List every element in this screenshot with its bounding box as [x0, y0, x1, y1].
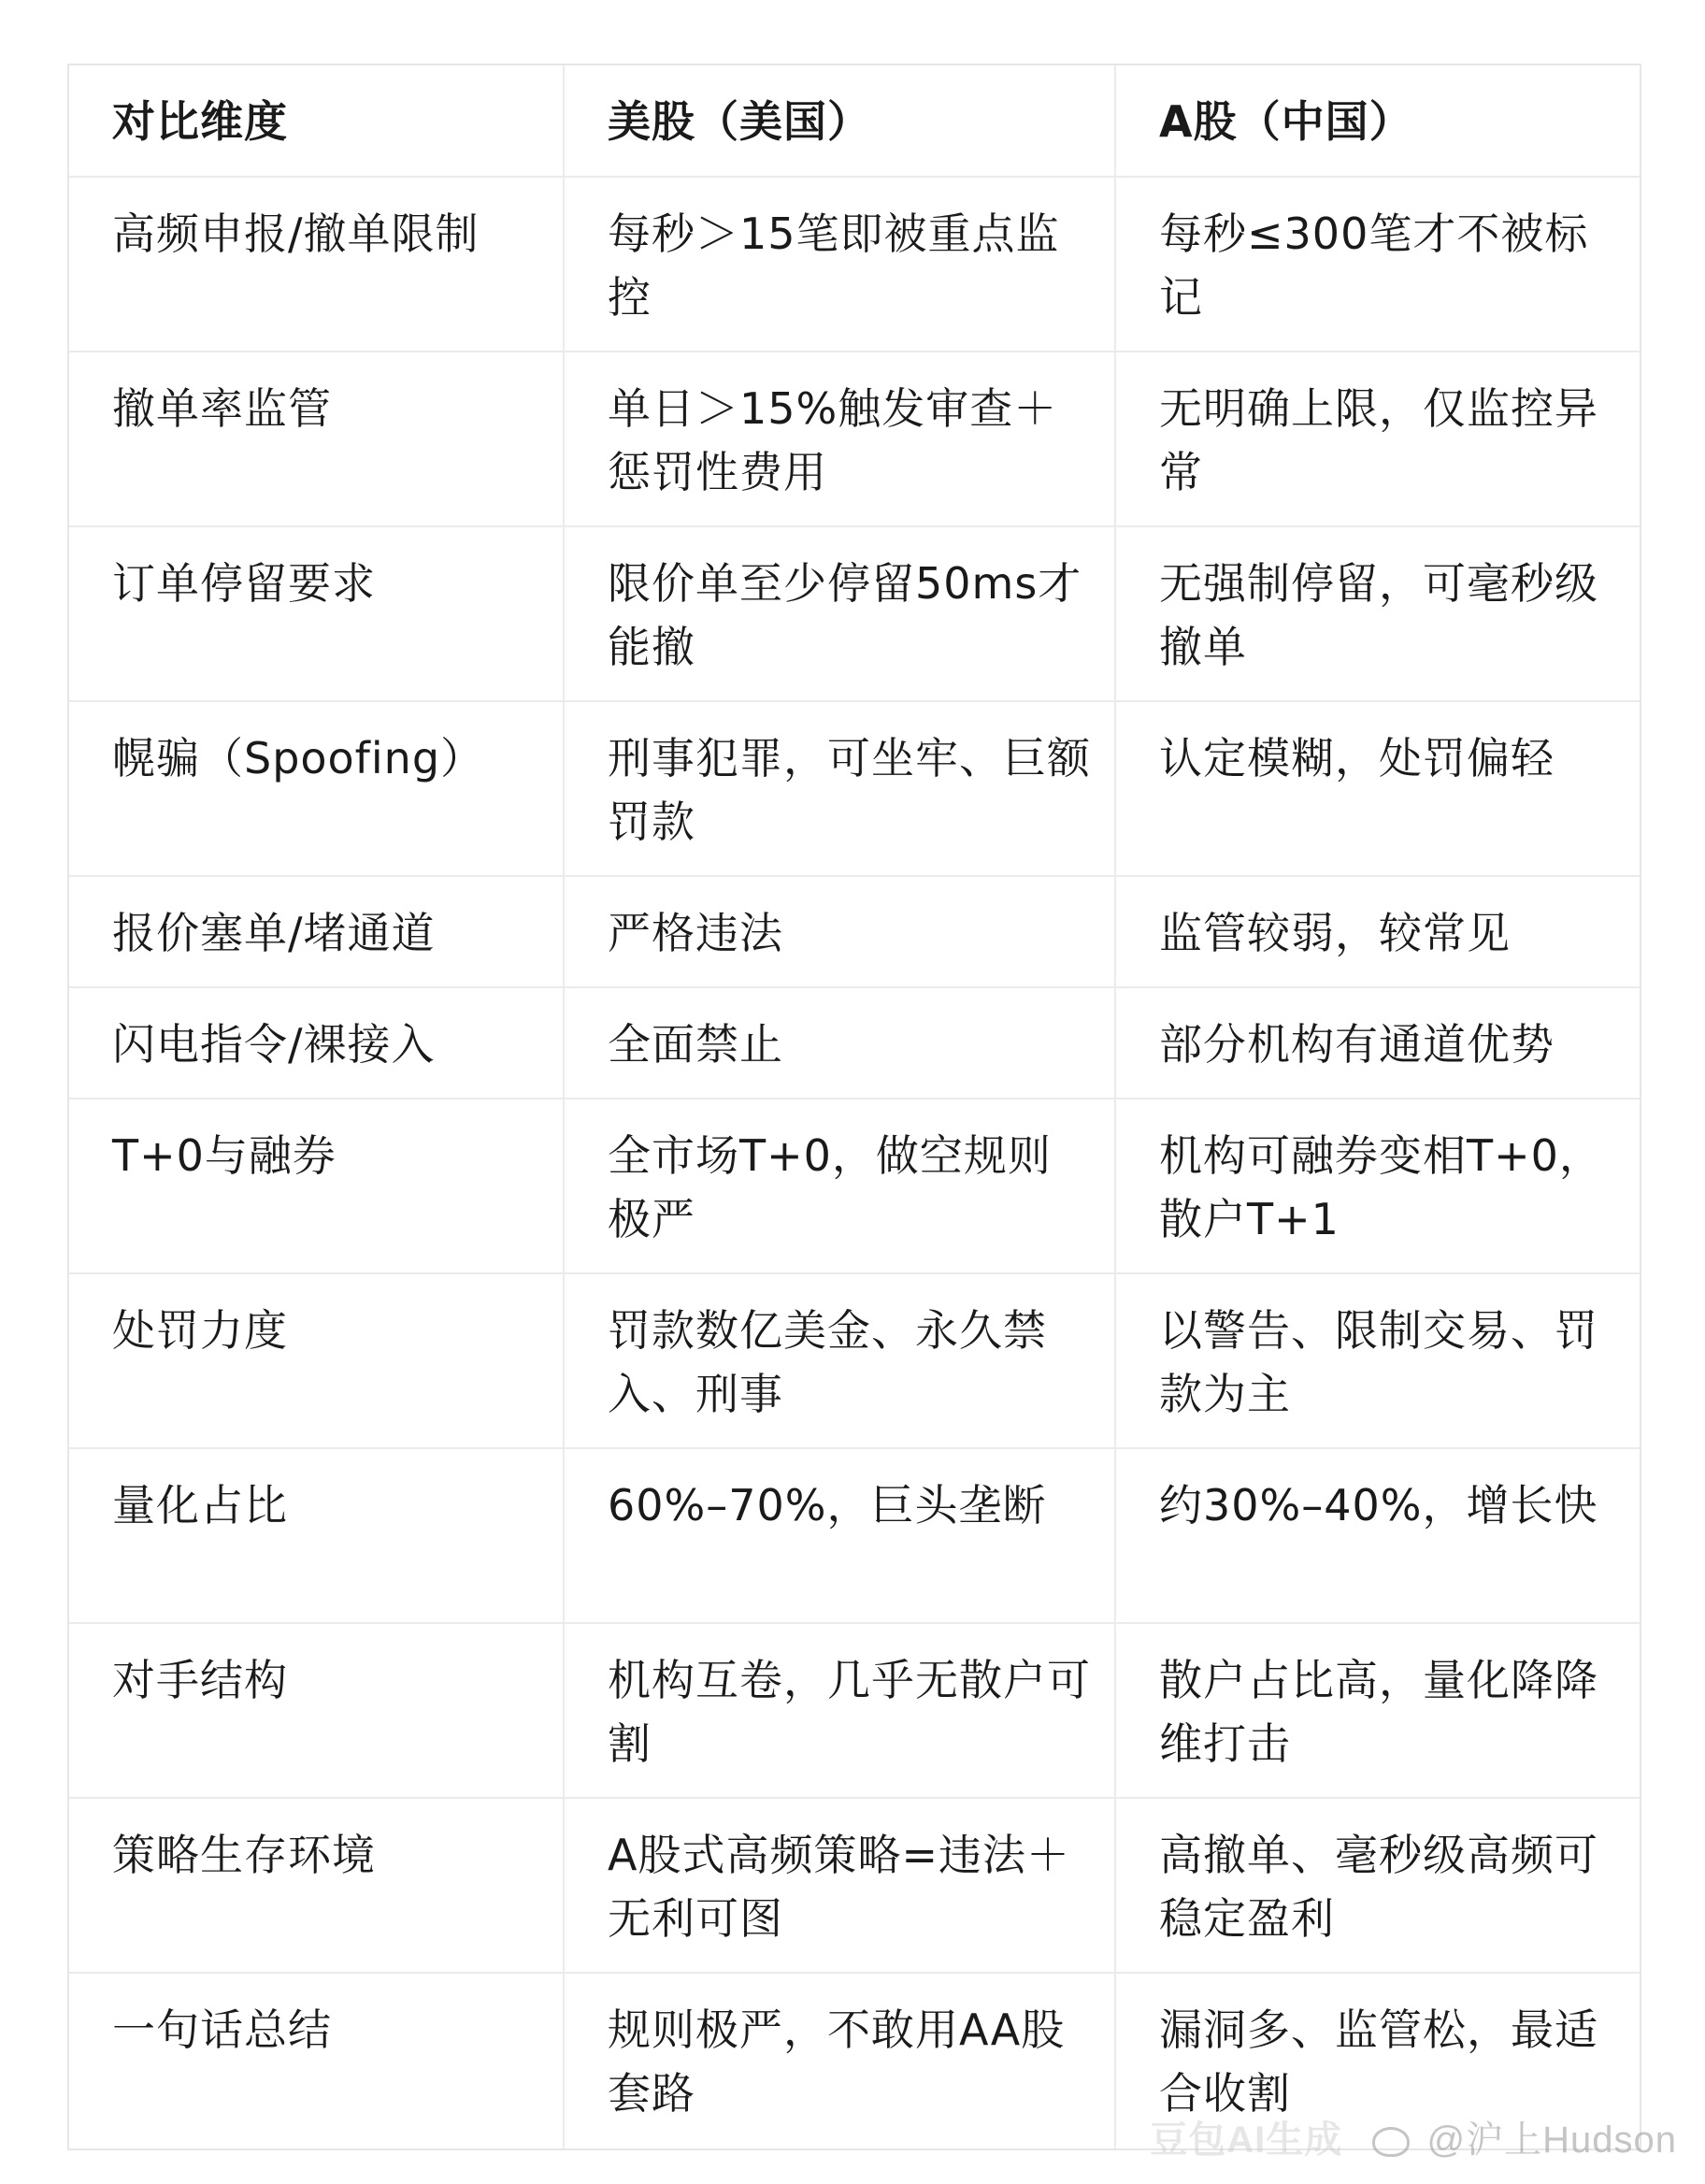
row-6-us: 全面禁止	[565, 988, 1116, 1099]
row-8-cn: 以警告、限制交易、罚款为主	[1116, 1274, 1640, 1449]
row-4-dimension: 幌骗（Spoofing）	[69, 702, 565, 877]
row-9-dimension: 量化占比	[69, 1449, 565, 1624]
row-12-cn: 漏洞多、监管松，最适合收割	[1159, 2004, 1598, 2119]
row-6-cn: 部分机构有通道优势	[1116, 988, 1640, 1099]
row-11-cn: 高撤单、毫秒级高频可稳定盈利	[1116, 1799, 1640, 1974]
weibo-icon	[1372, 2127, 1410, 2157]
header-us: 美股（美国）	[565, 65, 1116, 178]
row-11-dimension: 策略生存环境	[69, 1799, 565, 1974]
row-2-cn: 无明确上限，仅监控异常	[1116, 352, 1640, 527]
comparison-table	[67, 64, 1641, 2150]
ai-generated-label: 豆包AI生成	[1150, 2119, 1343, 2161]
row-3-us: 限价单至少停留50ms才能撤	[565, 527, 1116, 702]
row-7-dimension: T+0与融券	[69, 1099, 565, 1274]
row-1-cn: 每秒≤300笔才不被标记	[1116, 178, 1640, 352]
row-3-cn: 无强制停留，可毫秒级撤单	[1116, 527, 1640, 702]
row-2-us: 单日＞15%触发审查＋惩罚性费用	[565, 352, 1116, 527]
row-5-cn: 监管较弱，较常见	[1116, 877, 1640, 988]
author-handle: @沪上Hudson	[1426, 2119, 1677, 2161]
row-5-us: 严格违法	[565, 877, 1116, 988]
row-10-cn: 散户占比高，量化降降维打击	[1116, 1624, 1640, 1799]
row-9-cn: 约30%–40%，增长快	[1116, 1449, 1640, 1624]
row-1-us: 每秒＞15笔即被重点监控	[565, 178, 1116, 352]
row-10-dimension: 对手结构	[69, 1624, 565, 1799]
row-7-cn: 机构可融券变相T+0，散户T+1	[1116, 1099, 1640, 1274]
row-11-us: A股式高频策略=违法＋无利可图	[565, 1799, 1116, 1974]
row-5-dimension: 报价塞单/堵通道	[69, 877, 565, 988]
row-10-us: 机构互卷，几乎无散户可割	[565, 1624, 1116, 1799]
row-12-us: 规则极严，不敢用AA股套路	[565, 1974, 1116, 2148]
watermark	[1150, 2110, 1677, 2163]
header-dimension: 对比维度	[69, 65, 565, 178]
row-7-us: 全市场T+0，做空规则极严	[565, 1099, 1116, 1274]
row-6-dimension: 闪电指令/裸接入	[69, 988, 565, 1099]
header-cn: A股（中国）	[1116, 65, 1640, 178]
row-2-dimension: 撤单率监管	[69, 352, 565, 527]
row-8-us: 罚款数亿美金、永久禁入、刑事	[565, 1274, 1116, 1449]
row-1-dimension: 高频申报/撤单限制	[69, 178, 565, 352]
row-12-dimension: 一句话总结	[69, 1974, 565, 2148]
row-3-dimension: 订单停留要求	[69, 527, 565, 702]
row-4-cn: 认定模糊，处罚偏轻	[1116, 702, 1640, 877]
row-4-us: 刑事犯罪，可坐牢、巨额罚款	[565, 702, 1116, 877]
row-8-dimension: 处罚力度	[69, 1274, 565, 1449]
row-9-us: 60%–70%，巨头垄断	[565, 1449, 1116, 1624]
